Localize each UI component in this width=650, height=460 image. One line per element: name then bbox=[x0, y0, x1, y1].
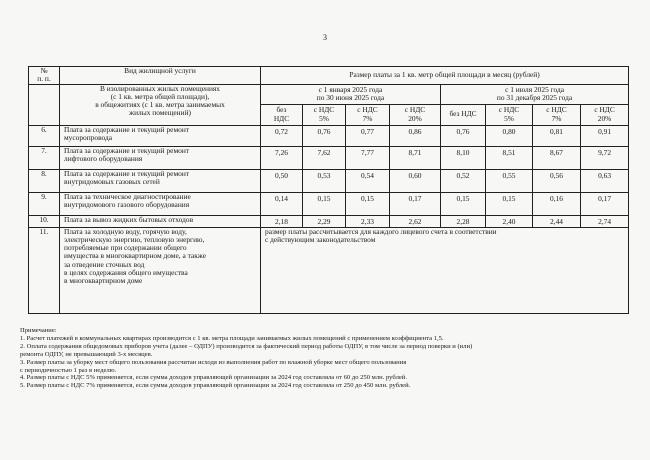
header-num-empty bbox=[29, 84, 60, 125]
row-num: 6. bbox=[29, 125, 60, 146]
notes-title: Примечание: bbox=[20, 327, 57, 334]
table-row bbox=[29, 146, 629, 169]
header-num: № п. п. bbox=[29, 67, 60, 85]
value-cell: 0,52 bbox=[441, 169, 486, 192]
value-cell: 0,63 bbox=[581, 169, 629, 192]
col-header: с НДС 5% bbox=[303, 104, 346, 125]
value-cell: 0,77 bbox=[346, 125, 390, 146]
value-cell: 0,15 bbox=[486, 192, 533, 215]
header-row-2 bbox=[29, 84, 629, 104]
col-header: с НДС 7% bbox=[533, 104, 581, 125]
value-cell: 2,62 bbox=[390, 215, 441, 227]
value-cell: 0,15 bbox=[303, 192, 346, 215]
col-header: с НДС 7% bbox=[346, 104, 390, 125]
header-row-1 bbox=[29, 67, 629, 85]
value-cell: 0,54 bbox=[346, 169, 390, 192]
note-line: 2. Оплата содержания общедомовых приборов учета (далее – ОДПУ) производится за фактический период работы ОДПУ, в том числе за период поверки и (или) bbox=[20, 342, 473, 350]
value-cell: 0,76 bbox=[441, 125, 486, 146]
value-cell: 2,40 bbox=[486, 215, 533, 227]
row-num: 10. bbox=[29, 215, 60, 227]
row-service: Плата за холодную воду, горячую воду, электрическую энергию, тепловую энергию, потребляемые при содержании общего имущества в многоквартирном доме, а также за отведение сточных вод в целях содержания общего имущества в многоквартирном доме bbox=[60, 227, 261, 313]
value-cell: 0,15 bbox=[441, 192, 486, 215]
value-cell: 0,91 bbox=[581, 125, 629, 146]
value-cell: 0,53 bbox=[303, 169, 346, 192]
col-header: без НДС bbox=[441, 104, 486, 125]
note-line: с периодичностью 1 раз в неделю. bbox=[20, 366, 117, 374]
header-fee: Размер платы за 1 кв. метр общей площади в месяц (рублей) bbox=[261, 67, 629, 85]
header-service: Вид жилищной услуги bbox=[60, 67, 261, 85]
value-cell: 0,80 bbox=[486, 125, 533, 146]
header-period-1: с 1 января 2025 года по 30 июня 2025 года bbox=[261, 84, 441, 104]
value-cell: 2,74 bbox=[581, 215, 629, 227]
value-cell: 0,72 bbox=[261, 125, 303, 146]
value-cell: 2,44 bbox=[533, 215, 581, 227]
value-cell: 7,62 bbox=[303, 146, 346, 169]
page-number: 3 bbox=[323, 33, 327, 42]
note-line: 1. Расчет платежей в коммунальных квартирах производится с 1 кв. метра площади занимаемых жилых помещений с применением коэффициента 1,5. bbox=[20, 334, 444, 342]
col-header: с НДС 5% bbox=[486, 104, 533, 125]
value-cell: 7,26 bbox=[261, 146, 303, 169]
value-cell: 0,55 bbox=[486, 169, 533, 192]
value-cell: 8,71 bbox=[390, 146, 441, 169]
value-cell: 8,10 bbox=[441, 146, 486, 169]
note-line: ремонта ОДПУ, не превышающий 3-х месяцев. bbox=[20, 350, 153, 358]
value-cell: 0,16 bbox=[533, 192, 581, 215]
value-cell: 0,76 bbox=[303, 125, 346, 146]
value-cell: 0,17 bbox=[581, 192, 629, 215]
row-num: 7. bbox=[29, 146, 60, 169]
value-cell: 2,33 bbox=[346, 215, 390, 227]
value-cell: 8,67 bbox=[533, 146, 581, 169]
value-cell: 2,29 bbox=[303, 215, 346, 227]
value-cell: 2,28 bbox=[441, 215, 486, 227]
row-service: Плата за содержание и текущий ремонт внутридомовых газовых сетей bbox=[60, 169, 261, 192]
header-sub-left: В изолированных жилых помещениях (с 1 кв. метра общей площади), в общежитиях (с 1 кв. метра занимаемых жилых помещений) bbox=[60, 84, 261, 125]
note-line: 4. Размер платы с НДС 5% применяется, если сумма доходов управляющей организации за 2024 год составляла от 60 до 250 млн. рублей. bbox=[20, 374, 407, 382]
notes-section bbox=[20, 327, 635, 390]
note-line: 5. Размер платы с НДС 7% применяется, если сумма доходов управляющей организации за 2024 год составляла от 250 до 450 млн. рублей. bbox=[20, 382, 411, 390]
col-header: с НДС 20% bbox=[581, 104, 629, 125]
value-cell: 2,18 bbox=[261, 215, 303, 227]
col-header: с НДС 20% bbox=[390, 104, 441, 125]
value-cell: 0,60 bbox=[390, 169, 441, 192]
row11-note: размер платы рассчитывается для каждого лицевого счета в соответствии с действующим законодательством bbox=[261, 227, 629, 313]
value-cell: 0,14 bbox=[261, 192, 303, 215]
row-service: Плата за содержание и текущий ремонт лифтового оборудования bbox=[60, 146, 261, 169]
value-cell: 0,56 bbox=[533, 169, 581, 192]
row-service: Плата за техническое диагностирование внутридомового газового оборудования bbox=[60, 192, 261, 215]
note-line: 3. Размер платы за уборку мест общего пользования рассчитан исходя из выполнения работ по влажной уборке мест общего пользования bbox=[20, 358, 407, 366]
value-cell: 8,51 bbox=[486, 146, 533, 169]
header-period-2: с 1 июля 2025 года по 31 декабря 2025 года bbox=[441, 84, 629, 104]
row-num: 9. bbox=[29, 192, 60, 215]
value-cell: 0,17 bbox=[390, 192, 441, 215]
table-row bbox=[29, 227, 629, 313]
row-service: Плата за содержание и текущий ремонт мусоропровода bbox=[60, 125, 261, 146]
value-cell: 7,77 bbox=[346, 146, 390, 169]
value-cell: 0,50 bbox=[261, 169, 303, 192]
table-row bbox=[29, 192, 629, 215]
row-num: 8. bbox=[29, 169, 60, 192]
table-row bbox=[29, 169, 629, 192]
table-row bbox=[29, 215, 629, 227]
value-cell: 0,81 bbox=[533, 125, 581, 146]
value-cell: 9,72 bbox=[581, 146, 629, 169]
col-header: без НДС bbox=[261, 104, 303, 125]
row-num: 11. bbox=[29, 227, 60, 313]
row-service: Плата за вывоз жидких бытовых отходов bbox=[60, 215, 261, 227]
value-cell: 0,15 bbox=[346, 192, 390, 215]
fee-table bbox=[28, 66, 629, 314]
table-row bbox=[29, 125, 629, 146]
value-cell: 0,86 bbox=[390, 125, 441, 146]
